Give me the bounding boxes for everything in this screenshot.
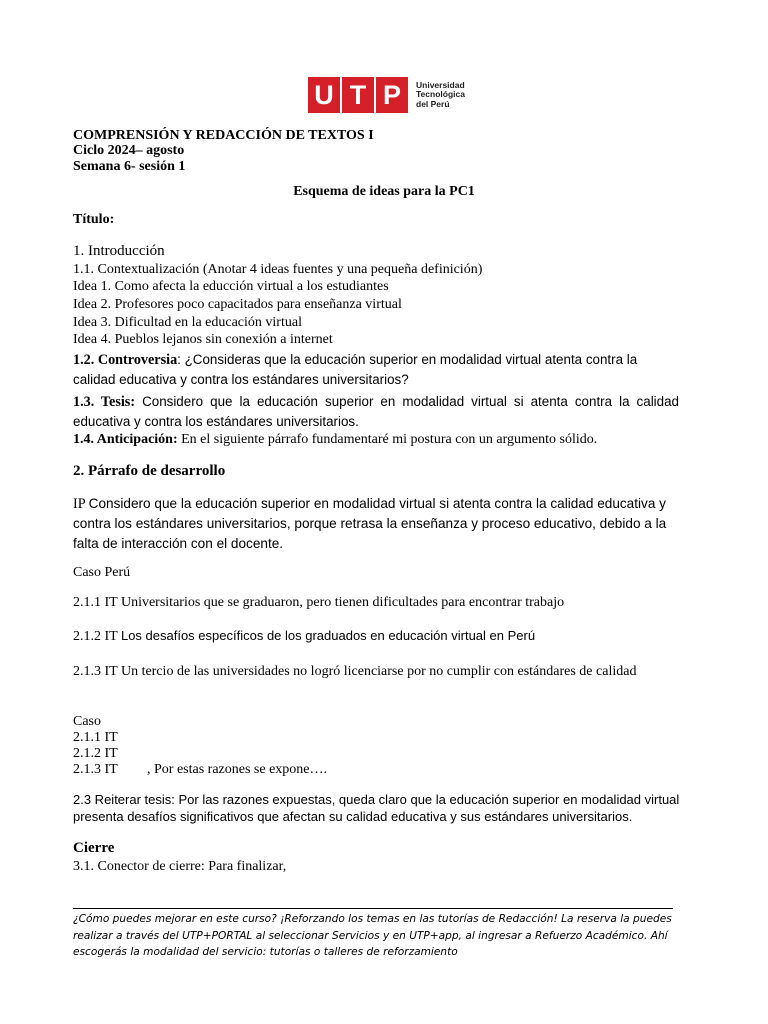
case-peru-label: Caso Perú — [73, 565, 131, 580]
contextualization: 1.1. Contextualización (Anotar 4 ideas fuentes y una pequeña definición) — [73, 262, 483, 277]
anticipation-label: 1.4. Anticipación: — [73, 432, 178, 447]
idea-2: Idea 2. Profesores poco capacitados para enseñanza virtual — [73, 297, 402, 312]
thesis — [73, 392, 679, 432]
it2-text: Los desafíos específicos de los graduados en educación virtual en Perú — [120, 628, 536, 643]
controversy-label: 1.2. Controversia — [73, 352, 178, 368]
case-item-3: 2.1.3 IT — [73, 762, 118, 777]
logo-letter-p: P — [376, 77, 408, 113]
thesis-text: Considero que la educación superior en modalidad virtual si atenta contra la calidad educativa y contra los estándares universitarios. — [73, 394, 679, 429]
anticipation — [73, 432, 597, 448]
utp-logo — [308, 76, 474, 114]
reiterate-prefix: 2.3 Reiterar tesis: — [73, 792, 179, 807]
reiterate-text: Por las razones expuestas, queda claro que la educación superior en modalidad virtual presenta desafíos significativos que afectan su calidad educativa y sus estándares universitarios. — [73, 792, 680, 824]
logo-name-line-2: Tecnológica — [416, 89, 465, 100]
secondary-idea-1: 2.1.1 IT Universitarios que se graduaron, pero tienen dificultades para encontrar trabajo — [73, 595, 565, 610]
footer-note: ¿Cómo puedes mejorar en este curso? ¡Reforzando los temas en las tutorías de Redacción! La reserva la puedes realizar a través del UTP+PORTAL al seleccionar Servicios y en UTP+app, al ingresar a Refuerzo Académico. Ahí escogerás la modalidad del servicio: tutorías o talleres de reforzamiento — [73, 913, 672, 958]
reiterate-thesis — [73, 792, 688, 825]
logo-letter-t: T — [342, 77, 374, 113]
case-label: Caso — [73, 714, 101, 729]
secondary-idea-2 — [73, 628, 535, 645]
case-continuation: , Por estas razones se expone…. — [147, 762, 328, 777]
anticipation-text: En el siguiente párrafo fundamentaré mi postura con un argumento sólido. — [177, 432, 598, 447]
it2-prefix: 2.1.2 IT — [73, 629, 121, 644]
logo-name-line-3: del Perú — [416, 98, 450, 109]
logo-letter-u: U — [308, 77, 340, 113]
secondary-idea-3: 2.1.3 IT Un tercio de las universidades no logró licenciarse por no cumplir con estándares de calidad — [73, 664, 637, 679]
thesis-label: 1.3. Tesis: — [73, 394, 136, 410]
idea-1: Idea 1. Como afecta la educción virtual a los estudiantes — [73, 279, 389, 294]
closing-connector: 3.1. Conector de cierre: Para finalizar, — [73, 859, 287, 874]
course-cycle: Ciclo 2024– agosto — [73, 143, 185, 158]
main-idea-paragraph — [73, 494, 683, 554]
case-item-1: 2.1.1 IT — [73, 730, 118, 745]
document-heading: Esquema de ideas para la PC1 — [293, 184, 475, 199]
ip-prefix: IP — [73, 496, 89, 512]
closing-heading: Cierre — [73, 840, 115, 856]
title-label: Título: — [73, 212, 115, 227]
logo-name-line-1: Universidad — [416, 79, 465, 90]
idea-4: Idea 4. Pueblos lejanos sin conexión a internet — [73, 332, 333, 347]
logo-university-name — [416, 81, 474, 110]
controversy-text: : ¿Consideras que la educación superior en modalidad virtual atenta contra la calidad educativa y contra los estándares universitarios? — [73, 352, 638, 387]
case-item-2: 2.1.2 IT — [73, 746, 118, 761]
course-title: COMPRENSIÓN Y REDACCIÓN DE TEXTOS I — [73, 128, 374, 143]
intro-heading: 1. Introducción — [73, 243, 165, 259]
controversy — [73, 350, 673, 390]
ip-text: Considero que la educación superior en modalidad virtual si atenta contra la calidad educativa y contra los estándares universitarios, porque retrasa la enseñanza y proceso educativo, debido a la falta de interacción con el docente. — [73, 496, 667, 551]
idea-3: Idea 3. Dificultad en la educación virtual — [73, 315, 302, 330]
course-week: Semana 6- sesión 1 — [73, 159, 186, 174]
footer-divider — [73, 908, 673, 909]
development-heading: 2. Párrafo de desarrollo — [73, 463, 226, 479]
